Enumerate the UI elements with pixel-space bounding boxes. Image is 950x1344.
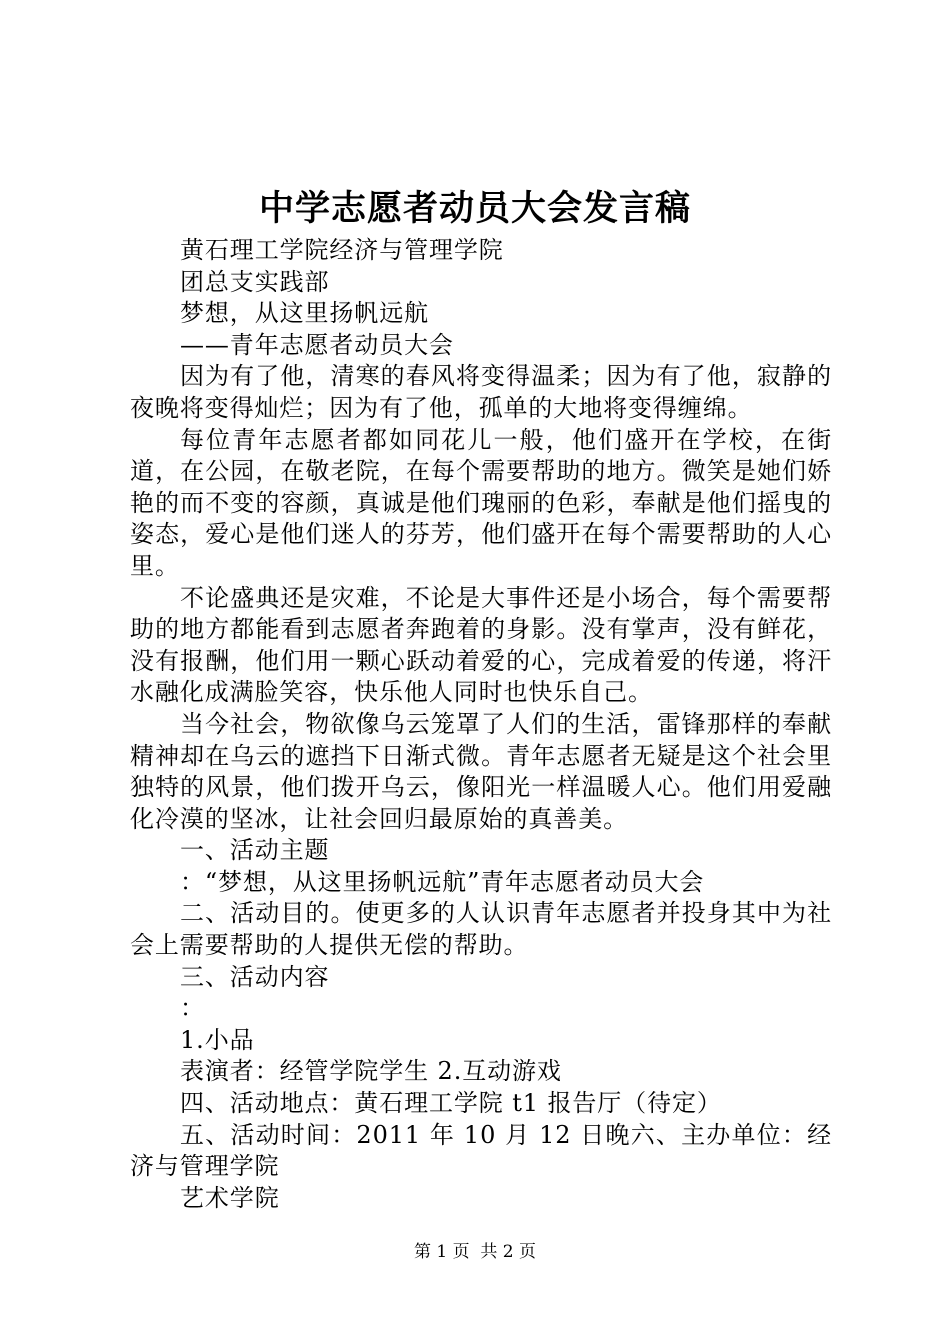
activity-content-colon: ： — [180, 994, 205, 1023]
paragraph-org: 黄石理工学院经济与管理学院 — [180, 236, 504, 264]
page-number: 第 1 页 共 2 页 — [413, 1242, 537, 1262]
paragraph-theme: 梦想，从这里扬帆远航 — [180, 299, 429, 328]
paragraph-subtitle: ——青年志愿者动员大会 — [180, 330, 454, 359]
section-activity-theme: 一、活动主题 — [180, 836, 330, 865]
paragraph-flowers: 每位青年志愿者都如同花儿一般，他们盛开在学校，在街道，在公园，在敬老院，在每个需要帮助的地方。微笑是她们娇艳的而不变的容颜，真诚是他们瑰丽的色彩，奉献是他们摇曳的姿态，爱心是他们迷人的芬芳，他们盛开在每个需要帮助的人心里。 — [130, 425, 832, 580]
activity-item-performers: 表演者：经管学院学生 2.互动游戏 — [180, 1057, 562, 1086]
paragraph-society: 当今社会，物欲像乌云笼罩了人们的生活，雷锋那样的奉献精神却在乌云的遮挡下日渐式微。青年志愿者无疑是这个社会里独特的风景，他们拨开乌云，像阳光一样温暖人心。他们用爱融化冷漠的坚冰，让社会回归最原始的真善美。 — [130, 709, 832, 833]
section-activity-location: 四、活动地点：黄石理工学院 t1 报告厅（待定） — [180, 1089, 722, 1118]
document-title: 中学志愿者动员大会发言稿 — [258, 188, 691, 229]
section-activity-time: 五、活动时间：2011 年 10 月 12 日晚六、主办单位：经济与管理学院 — [130, 1120, 832, 1181]
activity-item-skit: 1.小品 — [180, 1025, 255, 1054]
paragraph-intro: 因为有了他，清寒的春风将变得温柔；因为有了他，寂静的夜晚将变得灿烂；因为有了他，孤单的大地将变得缠绵。 — [130, 362, 832, 422]
paragraph-department: 团总支实践部 — [180, 267, 330, 296]
section-activity-content: 三、活动内容 — [180, 962, 330, 991]
activity-theme-text: ：“梦想，从这里扬帆远航”青年志愿者动员大会 — [180, 867, 705, 896]
page-footer — [0, 1240, 950, 1264]
section-activity-purpose: 二、活动目的。使更多的人认识青年志愿者并投身其中为社会上需要帮助的人提供无偿的帮助。 — [130, 899, 832, 960]
paragraph-everywhere: 不论盛典还是灾难，不论是大事件还是小场合，每个需要帮助的地方都能看到志愿者奔跑着的身影。没有掌声，没有鲜花，没有报酬，他们用一颗心跃动着爱的心，完成着爱的传递，将汗水融化成满脸笑容，快乐他人同时也快乐自己。 — [130, 583, 832, 707]
organizer-art-college: 艺术学院 — [180, 1183, 280, 1212]
document-body — [130, 235, 832, 1214]
